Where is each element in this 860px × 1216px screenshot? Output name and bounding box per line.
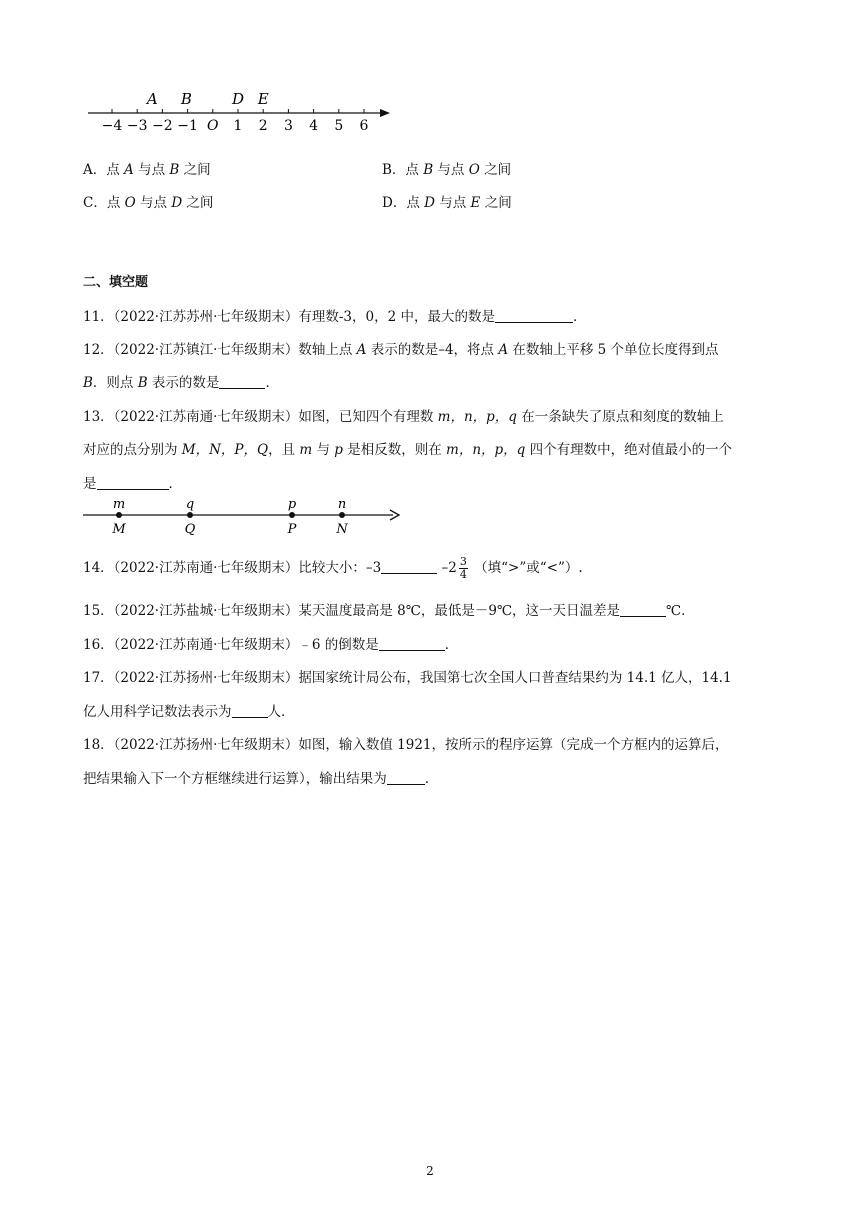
question-end: ． — [573, 309, 587, 325]
point-bottom-label: N — [336, 522, 348, 537]
option-var: O — [124, 195, 136, 211]
answer-blank[interactable] — [219, 374, 265, 389]
point-bottom-label: M — [112, 522, 126, 537]
question-13-line-1 — [83, 405, 724, 425]
question-text: 是 — [83, 476, 97, 492]
option-text: 点 — [406, 195, 425, 211]
fraction — [459, 556, 468, 581]
option-var: D — [171, 195, 183, 211]
option-key: A． — [83, 162, 107, 178]
tick-label: O — [207, 118, 219, 134]
question-14 — [83, 556, 583, 581]
question-text: 12．（2022·江苏镇江·七年级期末）数轴上点 — [83, 342, 357, 358]
answer-blank[interactable] — [97, 475, 169, 490]
question-text: 16．（2022·江苏南通·七年级期末）﹣6 的倒数是 — [83, 637, 379, 653]
question-text: 14．（2022·江苏南通·七年级期末）比较大小：–3 — [83, 560, 382, 576]
option-text: 与点 — [433, 162, 469, 178]
option-text: 之间 — [182, 195, 214, 211]
tick-label: 2 — [258, 118, 268, 134]
point-dot — [187, 512, 193, 518]
option-var: E — [470, 195, 481, 211]
tick-label: 6 — [359, 118, 369, 134]
question-15 — [83, 599, 695, 619]
option-var: O — [468, 162, 480, 178]
fraction-denominator: 4 — [459, 568, 467, 581]
point-top-label: m — [112, 497, 126, 512]
option-text: 点 — [106, 162, 125, 178]
answer-blank[interactable] — [495, 308, 573, 323]
question-var: M，N，P，Q — [181, 442, 269, 458]
question-text: 对应的点分别为 — [83, 442, 182, 458]
answer-blank[interactable] — [232, 703, 268, 718]
question-11 — [83, 305, 587, 325]
question-text: 亿人用科学记数法表示为 — [83, 704, 232, 720]
option-key: D． — [382, 195, 407, 211]
tick-label: −4 — [101, 118, 123, 134]
option-var: A — [124, 162, 134, 178]
tick-label: 1 — [233, 118, 243, 134]
number-line-figure — [86, 86, 396, 138]
question-text: 是相反数，则在 — [342, 442, 447, 458]
option-var: B — [423, 162, 434, 178]
option-text: 之间 — [179, 162, 211, 178]
option-text: 与点 — [133, 162, 170, 178]
section-title: 二、填空题 — [83, 275, 149, 290]
question-text: 15．（2022·江苏盐城·七年级期末）某天温度最高是 8℃，最低是－9℃，这一天日温差是 — [83, 603, 621, 619]
question-var: B — [137, 375, 148, 391]
tick-label: 3 — [283, 118, 293, 134]
point-label: E — [257, 90, 269, 108]
question-text: 11．（2022·江苏苏州·七年级期末）有理数-3，0，2 中，最大的数是 — [83, 309, 495, 325]
option-text: 点 — [106, 195, 125, 211]
question-text: 表示的数是 — [147, 375, 220, 391]
point-dot — [289, 512, 295, 518]
option-key: B． — [382, 162, 406, 178]
question-text: 与 — [312, 442, 335, 458]
option-text: 点 — [405, 162, 424, 178]
question-text: 13．（2022·江苏南通·七年级期末）如图，已知四个有理数 — [83, 409, 438, 425]
option-a — [83, 158, 211, 178]
question-var: B — [83, 375, 93, 391]
question-18-line-2 — [83, 767, 438, 787]
question-var: A — [356, 342, 367, 358]
question-13-line-3 — [83, 472, 182, 492]
question-12-line-2 — [83, 371, 279, 391]
option-var: B — [169, 162, 180, 178]
question-16 — [83, 633, 458, 653]
point-bottom-label: P — [287, 522, 297, 537]
tick-label: −3 — [126, 118, 148, 134]
question-text: ．则点 — [92, 375, 138, 391]
question-end: ． — [444, 637, 459, 653]
question-var: m — [299, 442, 313, 458]
point-label: A — [146, 90, 158, 108]
question-17-line-1: 17．（2022·江苏扬州·七年级期末）据国家统计局公布，我国第七次全国人口普查结果约为 14.1 亿人，14.1 — [83, 670, 732, 686]
answer-blank[interactable] — [379, 636, 445, 651]
option-b — [382, 158, 511, 178]
option-c — [83, 191, 213, 211]
point-top-label: n — [337, 497, 347, 512]
question-end: ． — [424, 771, 439, 787]
option-text: 之间 — [480, 195, 512, 211]
question-end: ℃． — [666, 603, 695, 619]
question-text: 把结果输入下一个方框继续进行运算），输出结果为 — [83, 771, 387, 787]
question-text: ，且 — [268, 442, 300, 458]
point-bottom-label: Q — [184, 522, 196, 537]
tick-label: −2 — [152, 118, 173, 134]
option-text: 与点 — [135, 195, 172, 211]
question-end: 人． — [267, 704, 295, 720]
answer-blank[interactable] — [381, 559, 437, 574]
question-end: ． — [168, 476, 182, 492]
question-end: ． — [265, 375, 279, 391]
option-key: C． — [83, 195, 107, 211]
point-dot — [116, 512, 122, 518]
axis-arrow — [380, 109, 390, 117]
option-d — [382, 191, 512, 211]
answer-blank[interactable] — [387, 770, 425, 785]
question-end: （填“>”或“<”）. — [474, 560, 583, 576]
question-18-line-1: 18．（2022·江苏扬州·七年级期末）如图，输入数值 1921，按所示的程序运算（完成一个方框内的运算后， — [83, 737, 729, 753]
tick-label: 5 — [334, 118, 344, 134]
tick-label: −1 — [177, 118, 198, 134]
point-label: D — [231, 90, 245, 108]
answer-blank[interactable] — [620, 602, 666, 617]
question-17-line-2 — [83, 700, 295, 720]
option-var: D — [424, 195, 435, 211]
point-top-label: p — [287, 497, 297, 512]
point-top-label: q — [185, 497, 195, 512]
question-text: 四个有理数中，绝对值最小的一个 — [525, 442, 733, 458]
question-text: 表示的数是–4，将点 — [366, 342, 499, 358]
option-text: 与点 — [434, 195, 471, 211]
fraction-numerator: 3 — [459, 555, 467, 568]
tick-label: 4 — [309, 118, 319, 134]
question-var: p — [334, 442, 343, 458]
mixed-number-whole: –2 — [441, 560, 457, 576]
question-text: 在一条缺失了原点和刻度的数轴上 — [516, 409, 724, 425]
question-12-line-1 — [83, 338, 719, 358]
question-13-line-2 — [83, 438, 732, 458]
points-line-figure — [83, 493, 408, 541]
question-var: A — [498, 342, 509, 358]
question-text: 在数轴上平移 5 个单位长度得到点 — [508, 342, 719, 358]
page-number: 2 — [426, 1164, 434, 1178]
point-dot — [339, 512, 345, 518]
question-var: m，n，p，q — [446, 442, 526, 458]
point-label: B — [180, 90, 192, 108]
question-var: m，n，p，q — [437, 409, 517, 425]
option-text: 之间 — [479, 162, 512, 178]
